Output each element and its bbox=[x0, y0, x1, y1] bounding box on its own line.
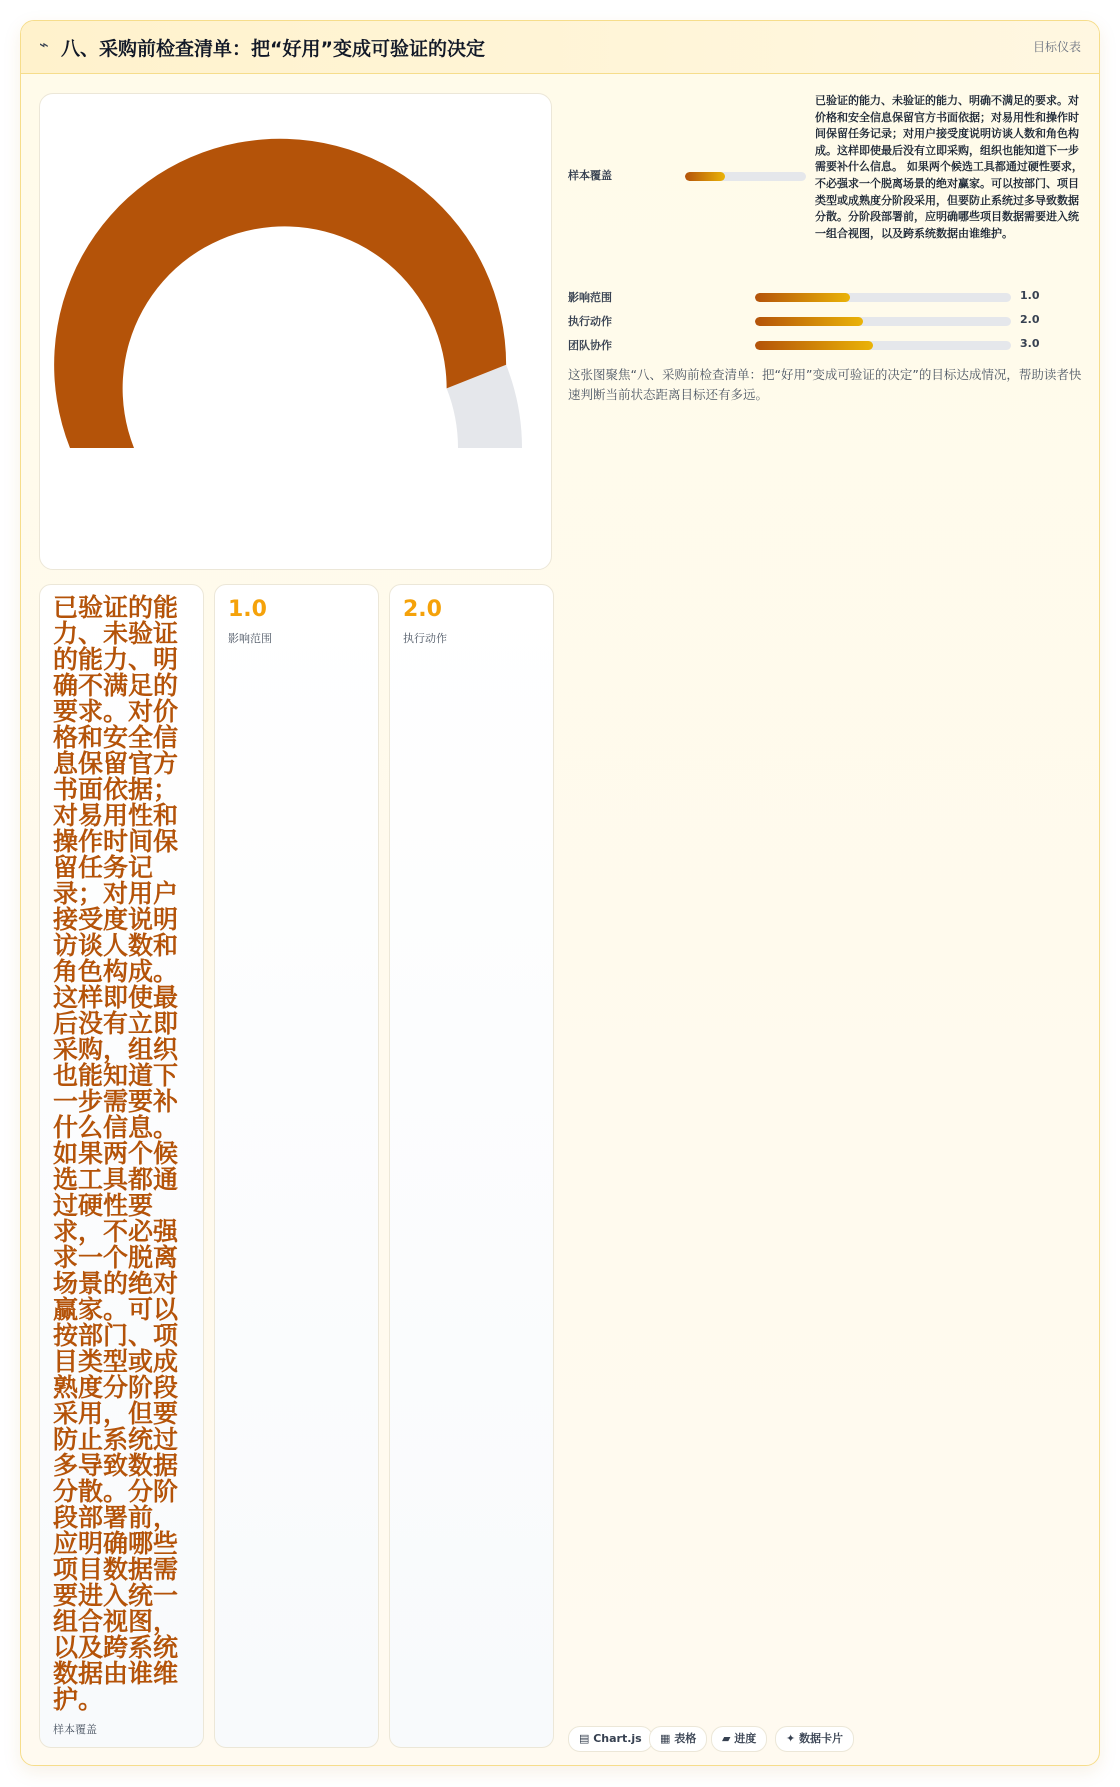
metric-value: 2.0 bbox=[1020, 313, 1040, 326]
chart-note: 这张图聚焦“八、采购前检查清单：把“好用”变成可验证的决定”的目标达成情况，帮助读者快速判断当前状态距离目标还有多远。 bbox=[568, 367, 1082, 402]
metric-row bbox=[568, 337, 1086, 353]
chart-type-tag: 目标仪表 bbox=[1032, 40, 1081, 54]
progress-chip[interactable]: ▰ 进度 bbox=[711, 1726, 767, 1752]
metric-track bbox=[755, 317, 1011, 326]
metric-value: 1.0 bbox=[1020, 289, 1040, 302]
card-header bbox=[21, 21, 1099, 74]
metric-row bbox=[568, 313, 1086, 329]
metric-track bbox=[755, 341, 1011, 350]
kpi-label: 影响范围 bbox=[228, 632, 272, 645]
gauge-fill bbox=[54, 139, 506, 448]
metric-row bbox=[568, 289, 1086, 305]
table-chip[interactable]: ▦ 表格 bbox=[649, 1726, 707, 1752]
kpi-card bbox=[214, 584, 379, 1748]
metric-fill bbox=[755, 293, 850, 302]
metric-value: 3.0 bbox=[1020, 337, 1040, 350]
card-title: 八、采购前检查清单：把“好用”变成可验证的决定 bbox=[61, 38, 485, 60]
metric-label: 团队协作 bbox=[568, 339, 612, 352]
kpi-text: 已验证的能力、未验证的能力、明确不满足的要求。对价格和安全信息保留官方书面依据；对易用性和操作时间保留任务记录；对用户接受度说明访谈人数和角色构成。这样即使最后没有立即采购，组织也能知道下一步需要补什么信息。 如果两个候选工具都通过硬性要求，不必强求一个脱离场景的绝对赢家。可以按部门、项目类型或成熟度分阶段采用，但要防止系统过多导致数据分散。分阶段部署前，应明确哪些项目数据需要进入统一组合视图，以及跨系统数据由谁维护。 bbox=[53, 593, 179, 1714]
metric-fill bbox=[755, 341, 873, 350]
main-metric-description: 已验证的能力、未验证的能力、明确不满足的要求。对价格和安全信息保留官方书面依据；对易用性和操作时间保留任务记录；对用户接受度说明访谈人数和角色构成。这样即使最后没有立即采购，组织也能知道下一步需要补什么信息。 如果两个候选工具都通过硬性要求，不必强求一个脱离场景的绝对赢家。可以按部门、项目类型或成熟度分阶段采用，但要防止系统过多导致数据分散。分阶段部署前，应明确哪些项目数据需要进入统一组合视图，以及跨系统数据由谁维护。 bbox=[815, 94, 1083, 240]
metric-track bbox=[755, 293, 1011, 302]
kpi-label: 样本覆盖 bbox=[53, 1723, 97, 1736]
gauge-chart bbox=[40, 94, 551, 569]
kpi-card bbox=[39, 584, 204, 1748]
goal-dashboard-card bbox=[20, 20, 1100, 1766]
chart-js-chip[interactable]: ▤ Chart.js bbox=[568, 1726, 653, 1752]
gauge-chart-panel bbox=[39, 93, 552, 570]
metric-label: 影响范围 bbox=[568, 291, 612, 304]
kpi-value: 1.0 bbox=[228, 597, 267, 622]
kpi-label: 执行动作 bbox=[403, 632, 447, 645]
main-metric bbox=[568, 93, 1086, 263]
metric-label: 执行动作 bbox=[568, 315, 612, 328]
kpi-card bbox=[389, 584, 554, 1748]
data-card-chip[interactable]: ✦ 数据卡片 bbox=[775, 1726, 854, 1752]
main-metric-track bbox=[685, 172, 806, 181]
metric-fill bbox=[755, 317, 863, 326]
kpi-value: 2.0 bbox=[403, 597, 442, 622]
main-metric-label: 样本覆盖 bbox=[568, 169, 612, 182]
trend-line-icon: ⌁ bbox=[39, 35, 49, 54]
main-metric-fill bbox=[685, 172, 725, 181]
